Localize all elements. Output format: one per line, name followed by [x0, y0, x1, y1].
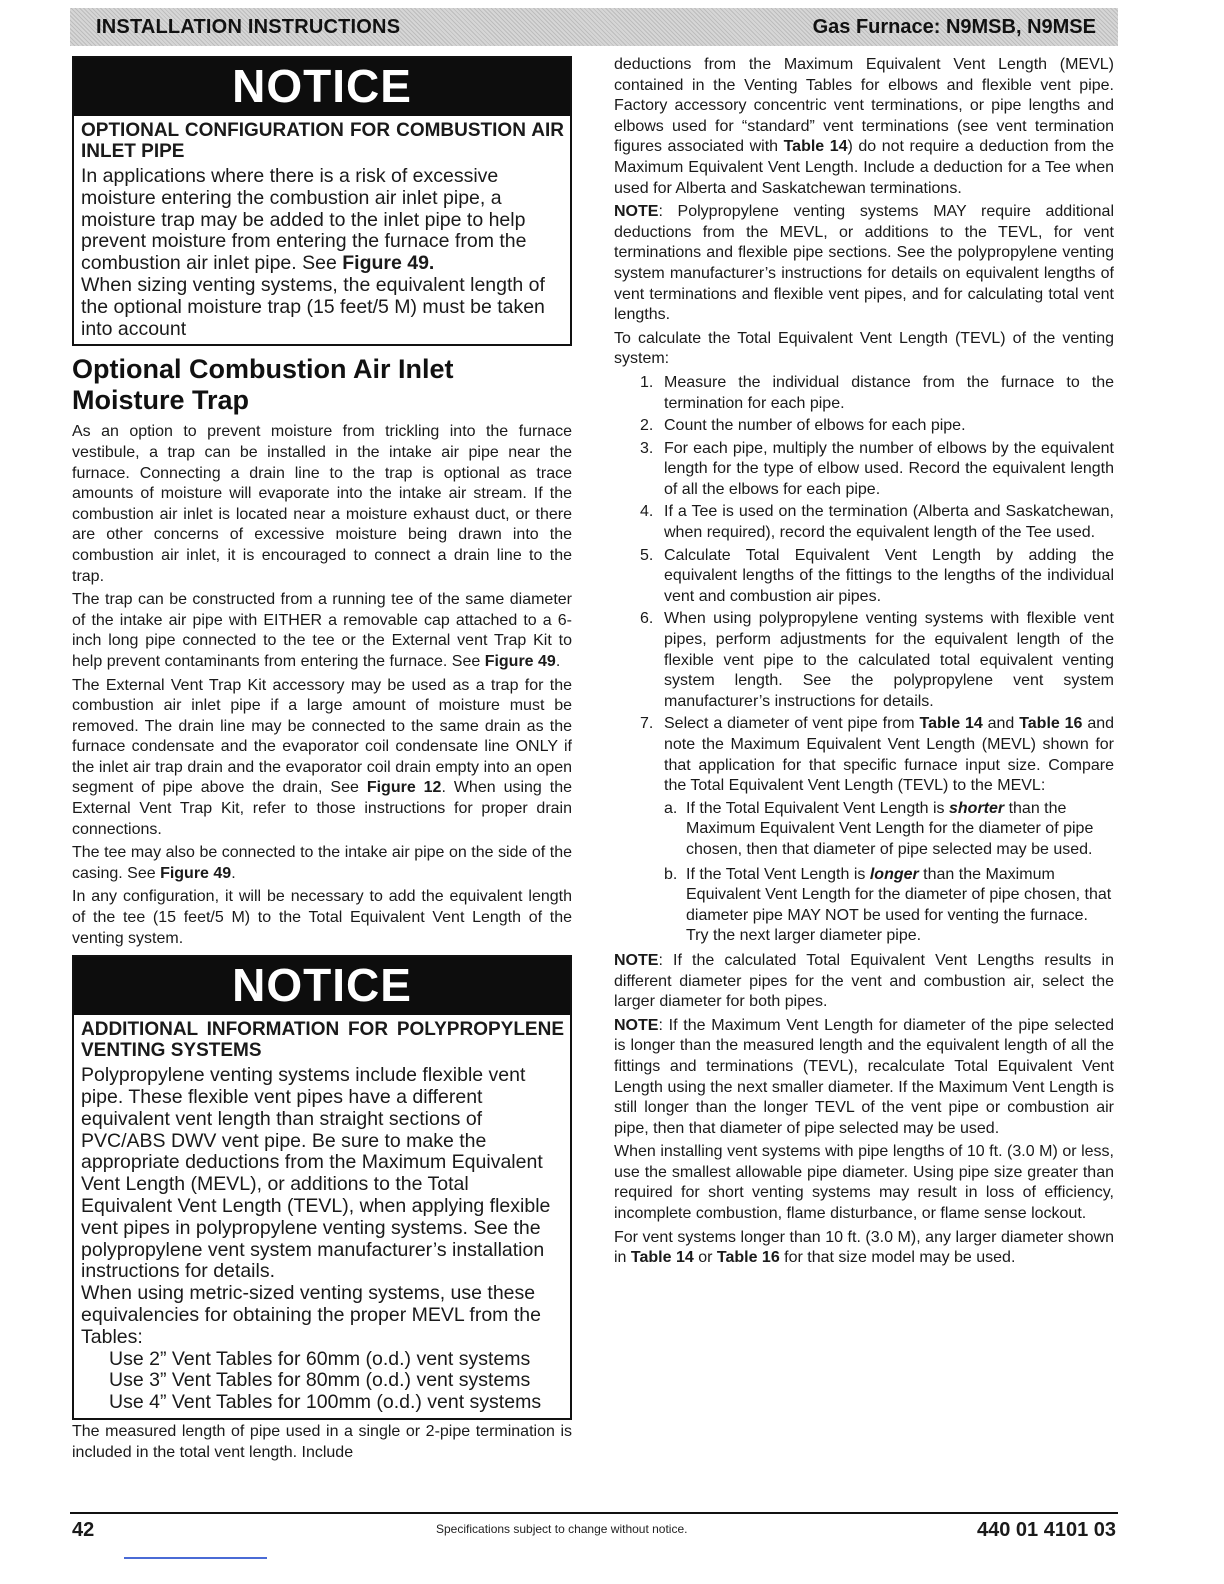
table-reference: Table 14	[919, 715, 983, 733]
notice-paragraph: In applications where there is a risk of excessive moisture entering the combustion air inlet pipe, a moisture trap may be added to the inlet pipe to help prevent moisture from entering the furnace from the combustion air inlet pipe. See Figure 49.	[81, 165, 527, 275]
table-reference: Table 14	[783, 138, 848, 156]
figure-reference: Figure 49.	[342, 252, 435, 275]
paragraph: The External Vent Trap Kit accessory may be used as a trap for the combustion air inlet pipe if a large amount of moisture must be removed. The drain line may be connected to the same drain as the furnace condensate and the evaporator coil condensate line ONLY if the inlet air trap drain and the evaporator coil drain empty into an open segment of pipe above the drain, See Figure 12. When using the External Vent Trap Kit, refer to those instructions for proper drain connections.	[72, 676, 572, 838]
paragraph: When installing vent systems with pipe lengths of 10 ft. (3.0 M) or less, use the smallest allowable pipe diameter. Using pipe size greater than required for short venting systems may result in loss of efficiency, incomplete combustion, flame disturbance, or flame sense lockout.	[614, 1143, 1114, 1223]
note-label: NOTE	[614, 203, 659, 221]
list-item: 3. For each pipe, multiply the number of elbows by the equivalent length for the type of elbow used. Record the equivalent length of all the elbows for each pipe.	[640, 439, 1114, 498]
list-item: 6. When using polypropylene venting systems with flexible vent pipes, perform adjustments for the equivalent length of the flexible vent pipe to the calculated total equivalent venting system length. See the polypropylene vent system manufacturer’s instructions for details.	[640, 610, 1114, 710]
note: NOTE: If the calculated Total Equivalent Vent Lengths results in different diameter pipes for the vent and combustion air, select the larger diameter for both pipes.	[614, 951, 1114, 1011]
paragraph: To calculate the Total Equivalent Vent Length (TEVL) of the venting system:	[614, 329, 1114, 368]
paragraph: The tee may also be connected to the intake air pipe on the side of the casing. See Figure 49.	[72, 844, 572, 882]
right-column	[614, 55, 1114, 1272]
list-item: Use 3” Vent Tables for 80mm (o.d.) vent systems	[109, 1369, 531, 1392]
page-header	[70, 8, 1118, 46]
list-item: 7. Select a diameter of vent pipe from Table 14 and Table 16 and note the Maximum Equivalent Vent Length (MEVL) shown for that application for that specific furnace input size. Compare the Total Equivalent Vent Length (TEVL) to the MEVL: a. If the Total Equivalent Vent Length is shorter than the Maximum Equivalent Vent Length for the diameter of pipe chosen, then that diameter of pipe selected may be used. b. If the Total Vent Length is longer than the Maximum Equivalent Vent Length for the diameter of pipe chosen, that diameter pipe MAY NOT be used for venting the furnace. Try the next larger diameter pipe.	[614, 714, 1114, 947]
notice-box-combustion-air	[72, 56, 572, 346]
list-item: 5. Calculate Total Equivalent Vent Length by adding the equivalent lengths of the fittings to the lengths of the individual vent and combustion air pipes.	[640, 546, 1114, 605]
notice-title: NOTICE	[74, 957, 570, 1015]
notice-paragraph: When sizing venting systems, the equivalent length of the optional moisture trap (15 feet/5 M) must be taken into account	[81, 273, 545, 340]
paragraph: deductions from the Maximum Equivalent Vent Length (MEVL) contained in the Venting Tables for elbows and flexible vent pipe. Factory accessory concentric vent terminations, or pipe lengths and elbows used for “standard” vent terminations (see vent termination figures associated with Table 14) do not require a deduction from the Maximum Equivalent Vent Length. Include a deduction for a Tee when used for Alberta and Saskatchewan terminations.	[614, 56, 1114, 197]
notice-subtitle: OPTIONAL CONFIGURATION FOR COMBUSTION AIR INLET PIPE	[81, 120, 564, 162]
sub-list	[664, 799, 1114, 947]
footer-disclaimer: Specifications subject to change without notice.	[436, 1522, 688, 1536]
section-heading: Optional Combustion Air Inlet Moisture Trap	[72, 354, 454, 416]
left-column	[72, 56, 572, 1466]
paragraph: The trap can be constructed from a running tee of the same diameter of the intake air pipe with EITHER a removable cap attached to a 6-inch long pipe connected to the tee or the External vent Trap Kit to help prevent contaminants from entering the furnace. See Figure 49.	[72, 591, 572, 670]
document-number: 440 01 4101 03	[976, 1519, 1116, 1541]
note-label: NOTE	[614, 1016, 659, 1034]
table-reference: Table 16	[716, 1249, 780, 1267]
figure-reference: Figure 49	[160, 864, 232, 882]
list-item: Use 2” Vent Tables for 60mm (o.d.) vent systems	[109, 1347, 531, 1370]
paragraph: For vent systems longer than 10 ft. (3.0 M), any larger diameter shown in Table 14 or Table 16 for that size model may be used.	[614, 1228, 1114, 1267]
paragraph: As an option to prevent moisture from trickling into the furnace vestibule, a trap can be installed in the intake air pipe near the furnace. Connecting a drain line to the trap is optional as trace amounts of moisture will evaporate into the intake air stream. If the combustion air inlet is located near a moisture exhaust duct, or there are other concerns of excessive moisture being drawn into the combustion air inlet, it is encouraged to connect a drain line to the trap.	[72, 423, 572, 585]
sub-list-item: a. If the Total Equivalent Vent Length is shorter than the Maximum Equivalent Vent Length for the diameter of pipe chosen, then that diameter of pipe selected may be used.	[664, 799, 1094, 858]
note: NOTE: If the Maximum Vent Length for diameter of the pipe selected is longer than the measured length and the equivalent length of all the fittings and terminations (TEVL), recalculate Total Equivalent Vent Length using the next smaller diameter. If the Maximum Vent Length is still longer than the longer TEVL of the vent pipe or combustion air pipe, then that diameter of pipe selected may be used.	[614, 1016, 1114, 1137]
list-item: 2. Count the number of elbows for each pipe.	[640, 417, 966, 435]
paragraph: The measured length of pipe used in a single or 2-pipe termination is included in the total vent length. Include	[72, 1422, 572, 1461]
footer-divider	[70, 1512, 1118, 1514]
list-item: 1. Measure the individual distance from the furnace to the termination for each pipe.	[640, 373, 1114, 412]
notice-paragraph: When using metric-sized venting systems, use these equivalencies for obtaining the proper MEVL from the Tables:	[81, 1282, 541, 1348]
list-item: 4. If a Tee is used on the termination (Alberta and Saskatchewan, when required), record the equivalent length of the Tee used.	[640, 503, 1114, 542]
notice-body	[74, 1015, 570, 1418]
notice-box-polypropylene	[72, 955, 572, 1420]
list-item: Use 4” Vent Tables for 100mm (o.d.) vent systems	[109, 1391, 542, 1414]
figure-reference: Figure 49	[484, 652, 556, 670]
header-title-left: INSTALLATION INSTRUCTIONS	[96, 16, 401, 38]
note: NOTE: Polypropylene venting systems MAY require additional deductions from the MEVL, or additions to the TEVL, for vent terminations and flexible pipe sections. See the polypropylene venting system manufacturer’s instructions for details on equivalent lengths of vent terminations and flexible vent pipes, and for calculating total vent lengths.	[614, 203, 1114, 324]
steps-list	[614, 373, 1114, 947]
paragraph: In any configuration, it will be necessary to add the equivalent length of the tee (15 feet/5 M) to the Total Equivalent Vent Length of the venting system.	[72, 888, 572, 947]
header-title-right: Gas Furnace: N9MSB, N9MSE	[812, 16, 1096, 38]
table-reference: Table 14	[630, 1249, 694, 1267]
page-number: 42	[72, 1519, 95, 1541]
table-reference: Table 16	[1019, 715, 1083, 733]
page-tab-marker	[124, 1557, 267, 1559]
notice-paragraph: Polypropylene venting systems include flexible vent pipe. These flexible vent pipes have a different equivalent vent length than straight sections of PVC/ABS DWV vent pipe. Be sure to make the appropriate deductions from the Maximum Equivalent Vent Length (MEVL), or additions to the Total Equivalent Vent Length (TEVL), when applying flexible vent pipes in polypropylene venting systems. See the polypropylene vent system manufacturer’s installation instructions for details.	[81, 1064, 551, 1283]
notice-title: NOTICE	[74, 58, 570, 116]
figure-reference: Figure 12	[366, 779, 442, 797]
notice-subtitle: ADDITIONAL INFORMATION FOR POLYPROPYLENE VENTING SYSTEMS	[81, 1019, 564, 1062]
sub-list-item: b. If the Total Vent Length is longer than the Maximum Equivalent Vent Length for the diameter of pipe chosen, that diameter pipe MAY NOT be used for venting the furnace. Try the next larger diameter pipe.	[664, 865, 1112, 945]
note-label: NOTE	[614, 951, 659, 969]
notice-body	[74, 116, 570, 344]
